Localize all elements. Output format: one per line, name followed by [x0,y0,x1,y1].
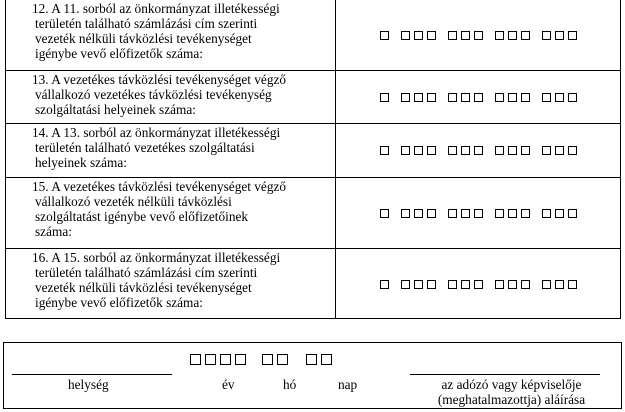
digit-input-boxes[interactable] [337,0,620,70]
table-row [6,248,620,319]
year-boxes[interactable] [190,354,246,365]
row-number: 12. [32,1,49,16]
year-caption: év [222,377,235,392]
data-table [5,0,621,319]
row-label: 12. A 11. sorból az önkormányzat illetékességi területén található számlázási cím szerinti vezeték nélküli távközlési tevékenységet igénybe vevő előfizetők száma: [6,0,336,70]
signature-block [3,342,622,409]
table-row [6,0,620,70]
day-boxes[interactable] [306,354,332,365]
row-number: 15. [32,179,49,194]
digit-input-boxes[interactable] [337,71,620,123]
row-number: 13. [32,72,49,87]
row-label: 15. A vezetékes távközlési tevékenységet végző vállalkozó vezeték nélküli távközlési szolgáltatást igénybe vevő előfizetőinek száma: [6,178,336,248]
row-label: 16. A 15. sorból az önkormányzat illetékességi területén található számlázási cím szerinti vezeték nélküli távközlési tevékenységet igénybe vevő előfizetők száma: [6,249,336,319]
row-label: 14. A 13. sorból az önkormányzat illetékességi területén található vezetékes szolgáltatási helyeinek száma: [6,124,336,177]
digit-input-boxes[interactable] [337,249,620,319]
digit-input-boxes[interactable] [337,178,620,248]
day-caption: nap [338,377,358,392]
row-number: 16. [32,250,49,265]
table-row [6,123,620,177]
row-label: 13. A vezetékes távközlési tevékenységet végző vállalkozó vezetékes távközlési tevékenység szolgáltatási helyeinek száma: [6,71,336,123]
place-caption: helység [68,377,109,392]
table-row [6,177,620,248]
signature-line[interactable] [410,374,600,375]
signer-caption: az adózó vagy képviselője (meghatalmazottja) aláírása [437,377,586,407]
month-caption: hó [283,377,297,392]
place-line[interactable] [12,374,172,375]
date-input-boxes[interactable] [190,354,332,365]
row-number: 14. [32,125,49,140]
digit-input-boxes[interactable] [337,124,620,177]
month-boxes[interactable] [262,354,288,365]
table-row [6,70,620,123]
